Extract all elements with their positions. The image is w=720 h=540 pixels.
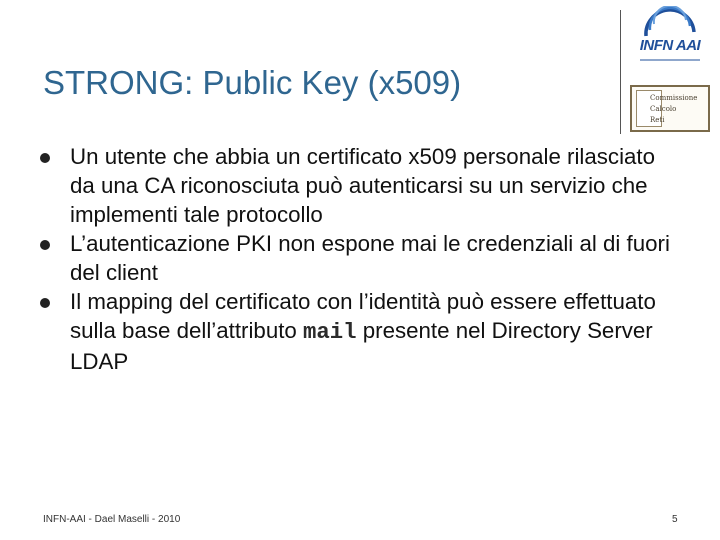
infn-aai-logo xyxy=(632,6,708,70)
bullet-dot-icon xyxy=(40,153,50,163)
bullet-text-before: Il mapping del certificato con l’identità può essere effettuato sulla base dell’attributo xyxy=(70,289,656,343)
bullet-text: L’autenticazione PKI non espone mai le credenziali al di fuori del client xyxy=(70,231,670,285)
infn-aai-logo-text: INFN AAI xyxy=(639,37,701,54)
bullet-text-after: presente nel Directory Server LDAP xyxy=(70,318,653,374)
code-attribute-mail: mail xyxy=(303,319,357,345)
bullet-item xyxy=(0,142,670,229)
divider-line xyxy=(620,10,621,134)
page-number: 5 xyxy=(672,514,678,525)
bullet-text: Un utente che abbia un certificato x509 personale rilasciato da una CA riconosciuta può autenticarsi su un servizio che implementi tale protocollo xyxy=(70,144,656,227)
bullet-list xyxy=(0,142,720,376)
bullet-dot-icon xyxy=(40,240,50,250)
footer-text: INFN-AAI - Dael Maselli - 2010 xyxy=(43,514,181,525)
ccr-logo-word: Commissione xyxy=(650,94,698,102)
ccr-logo-word: Reti xyxy=(650,116,665,124)
slide-title: STRONG: Public Key (x509) xyxy=(43,64,462,101)
ccr-logo xyxy=(630,85,710,132)
bullet-item xyxy=(0,229,670,287)
bullet-dot-icon xyxy=(40,298,50,308)
bullet-item xyxy=(0,287,670,376)
ccr-logo-word: Calcolo xyxy=(650,105,677,113)
